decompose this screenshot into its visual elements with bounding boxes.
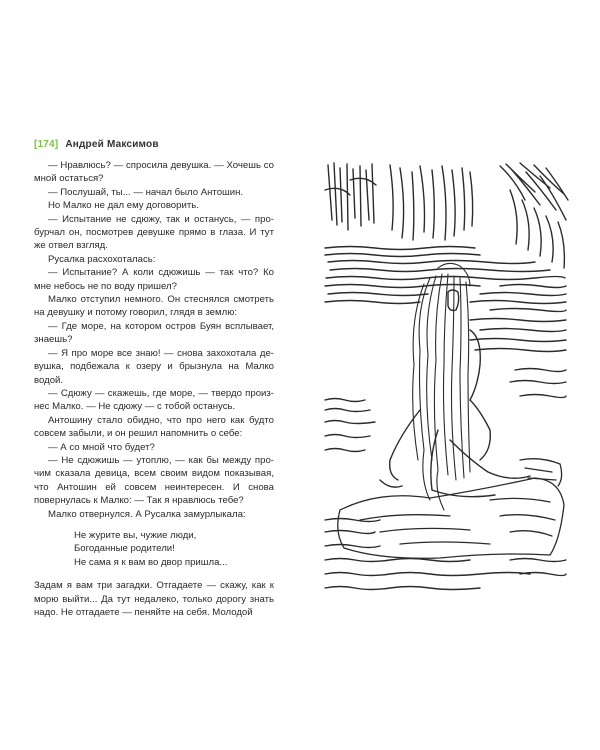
paragraph	[34, 414, 274, 441]
paragraph-line: — Испытание не сдюжу, так и останусь, — про-	[48, 213, 274, 225]
paragraph-line: — Я про море все знаю! — снова захохотала де-	[48, 347, 274, 359]
paragraph-line: Малко отвернулся. А Русалка замурлыкала:	[48, 508, 246, 520]
page-number: [174]	[34, 139, 59, 150]
hair-strands	[413, 263, 470, 510]
paragraph	[34, 266, 274, 293]
paragraph-line: Русалка расхохоталась:	[48, 253, 156, 265]
paragraph	[34, 454, 274, 508]
story-paragraphs	[34, 159, 274, 521]
paragraph-line: — Сдюжу — скажешь, где море, — твердо произ-	[48, 387, 274, 399]
reeds-right	[500, 163, 568, 268]
paragraph-line: мне небось не по воду пришел?	[34, 280, 177, 292]
paragraph-line: Антошин ей совсем неинтересен. И снова повернулась	[34, 481, 274, 507]
paragraph-line: вушка, подбежала к озеру и брызнула на Малко водой.	[34, 361, 274, 386]
paragraph-line: — Не сдюжишь — утоплю, — как бы между про-	[48, 454, 274, 466]
paragraph	[34, 320, 274, 347]
paragraph-line: нес Малко. — Не сдюжу — с тобой останусь.	[34, 401, 236, 413]
paragraph-line: — Где море, на котором остров Буян всплывает,	[48, 320, 274, 332]
continuation-line: Задам я вам три загадки. Отгадаете — скажу, как к	[34, 580, 274, 592]
paragraph-line: Малко отступил немного. Он стеснялся смотреть	[48, 294, 274, 306]
paragraph-line: — Нравлюсь? — спросила девушка. — Хочешь со	[48, 160, 274, 171]
paragraph-line: бурчал он, посмотрев девушке прямо в глаза. И тут	[34, 227, 274, 239]
paragraph	[34, 159, 274, 186]
paragraph-line: совсем забыли, и он решил напомнить о себе:	[34, 428, 243, 440]
paragraph	[34, 387, 274, 414]
rock	[338, 459, 564, 559]
paragraph	[34, 293, 274, 320]
paragraph-line: — Послушай, ты... — начал было Антошин.	[48, 186, 244, 198]
poem-block	[74, 529, 274, 569]
poem-line: Богоданные родители!	[74, 543, 175, 555]
paragraph	[34, 441, 274, 454]
water-lines	[325, 247, 566, 590]
author-name: Андрей Максимов	[65, 139, 159, 150]
paragraph	[34, 347, 274, 387]
continuation-line: морю выйти... Да тут недалеко, только дорогу знать	[34, 593, 274, 605]
paragraph	[34, 253, 274, 266]
paragraph-line: — А со мной что будет?	[48, 441, 155, 453]
trees-center	[390, 165, 473, 240]
paragraph	[34, 508, 274, 521]
paragraph-line: к Малко: — Так я нравлюсь тебе?	[93, 495, 244, 507]
paragraph	[34, 186, 274, 199]
paragraph	[34, 213, 274, 253]
paragraph-line: же отвел взгляд.	[34, 240, 108, 252]
paragraph-line: мной остаться?	[34, 173, 104, 185]
poem-line: Не журите вы, чужие люди,	[74, 529, 197, 541]
paragraph-line: на девушку и потому говорил, глядя в землю:	[34, 307, 238, 319]
paragraph	[34, 199, 274, 212]
paragraph-line: чим сказала девица, всем своим видом показывая, что	[34, 468, 274, 493]
mermaid-illustration	[320, 160, 570, 592]
poem-line: Не сама я к вам во двор пришла...	[74, 556, 228, 568]
paragraph-line: — Испытание? А коли сдюжишь — так что? Ко	[48, 267, 274, 279]
continuation-paragraph	[34, 579, 274, 619]
reeds-left	[325, 163, 376, 230]
continuation-line: надо. Не отгадаете — пеняйте на себя. Молодой	[34, 607, 253, 618]
running-header	[34, 139, 159, 150]
paragraph-line: Антошину стало обидно, что про него как будто	[48, 414, 274, 426]
paragraph-line: Но Малко не дал ему договорить.	[48, 200, 199, 212]
text-column	[34, 159, 274, 619]
paragraph-line: знаешь?	[34, 334, 73, 346]
